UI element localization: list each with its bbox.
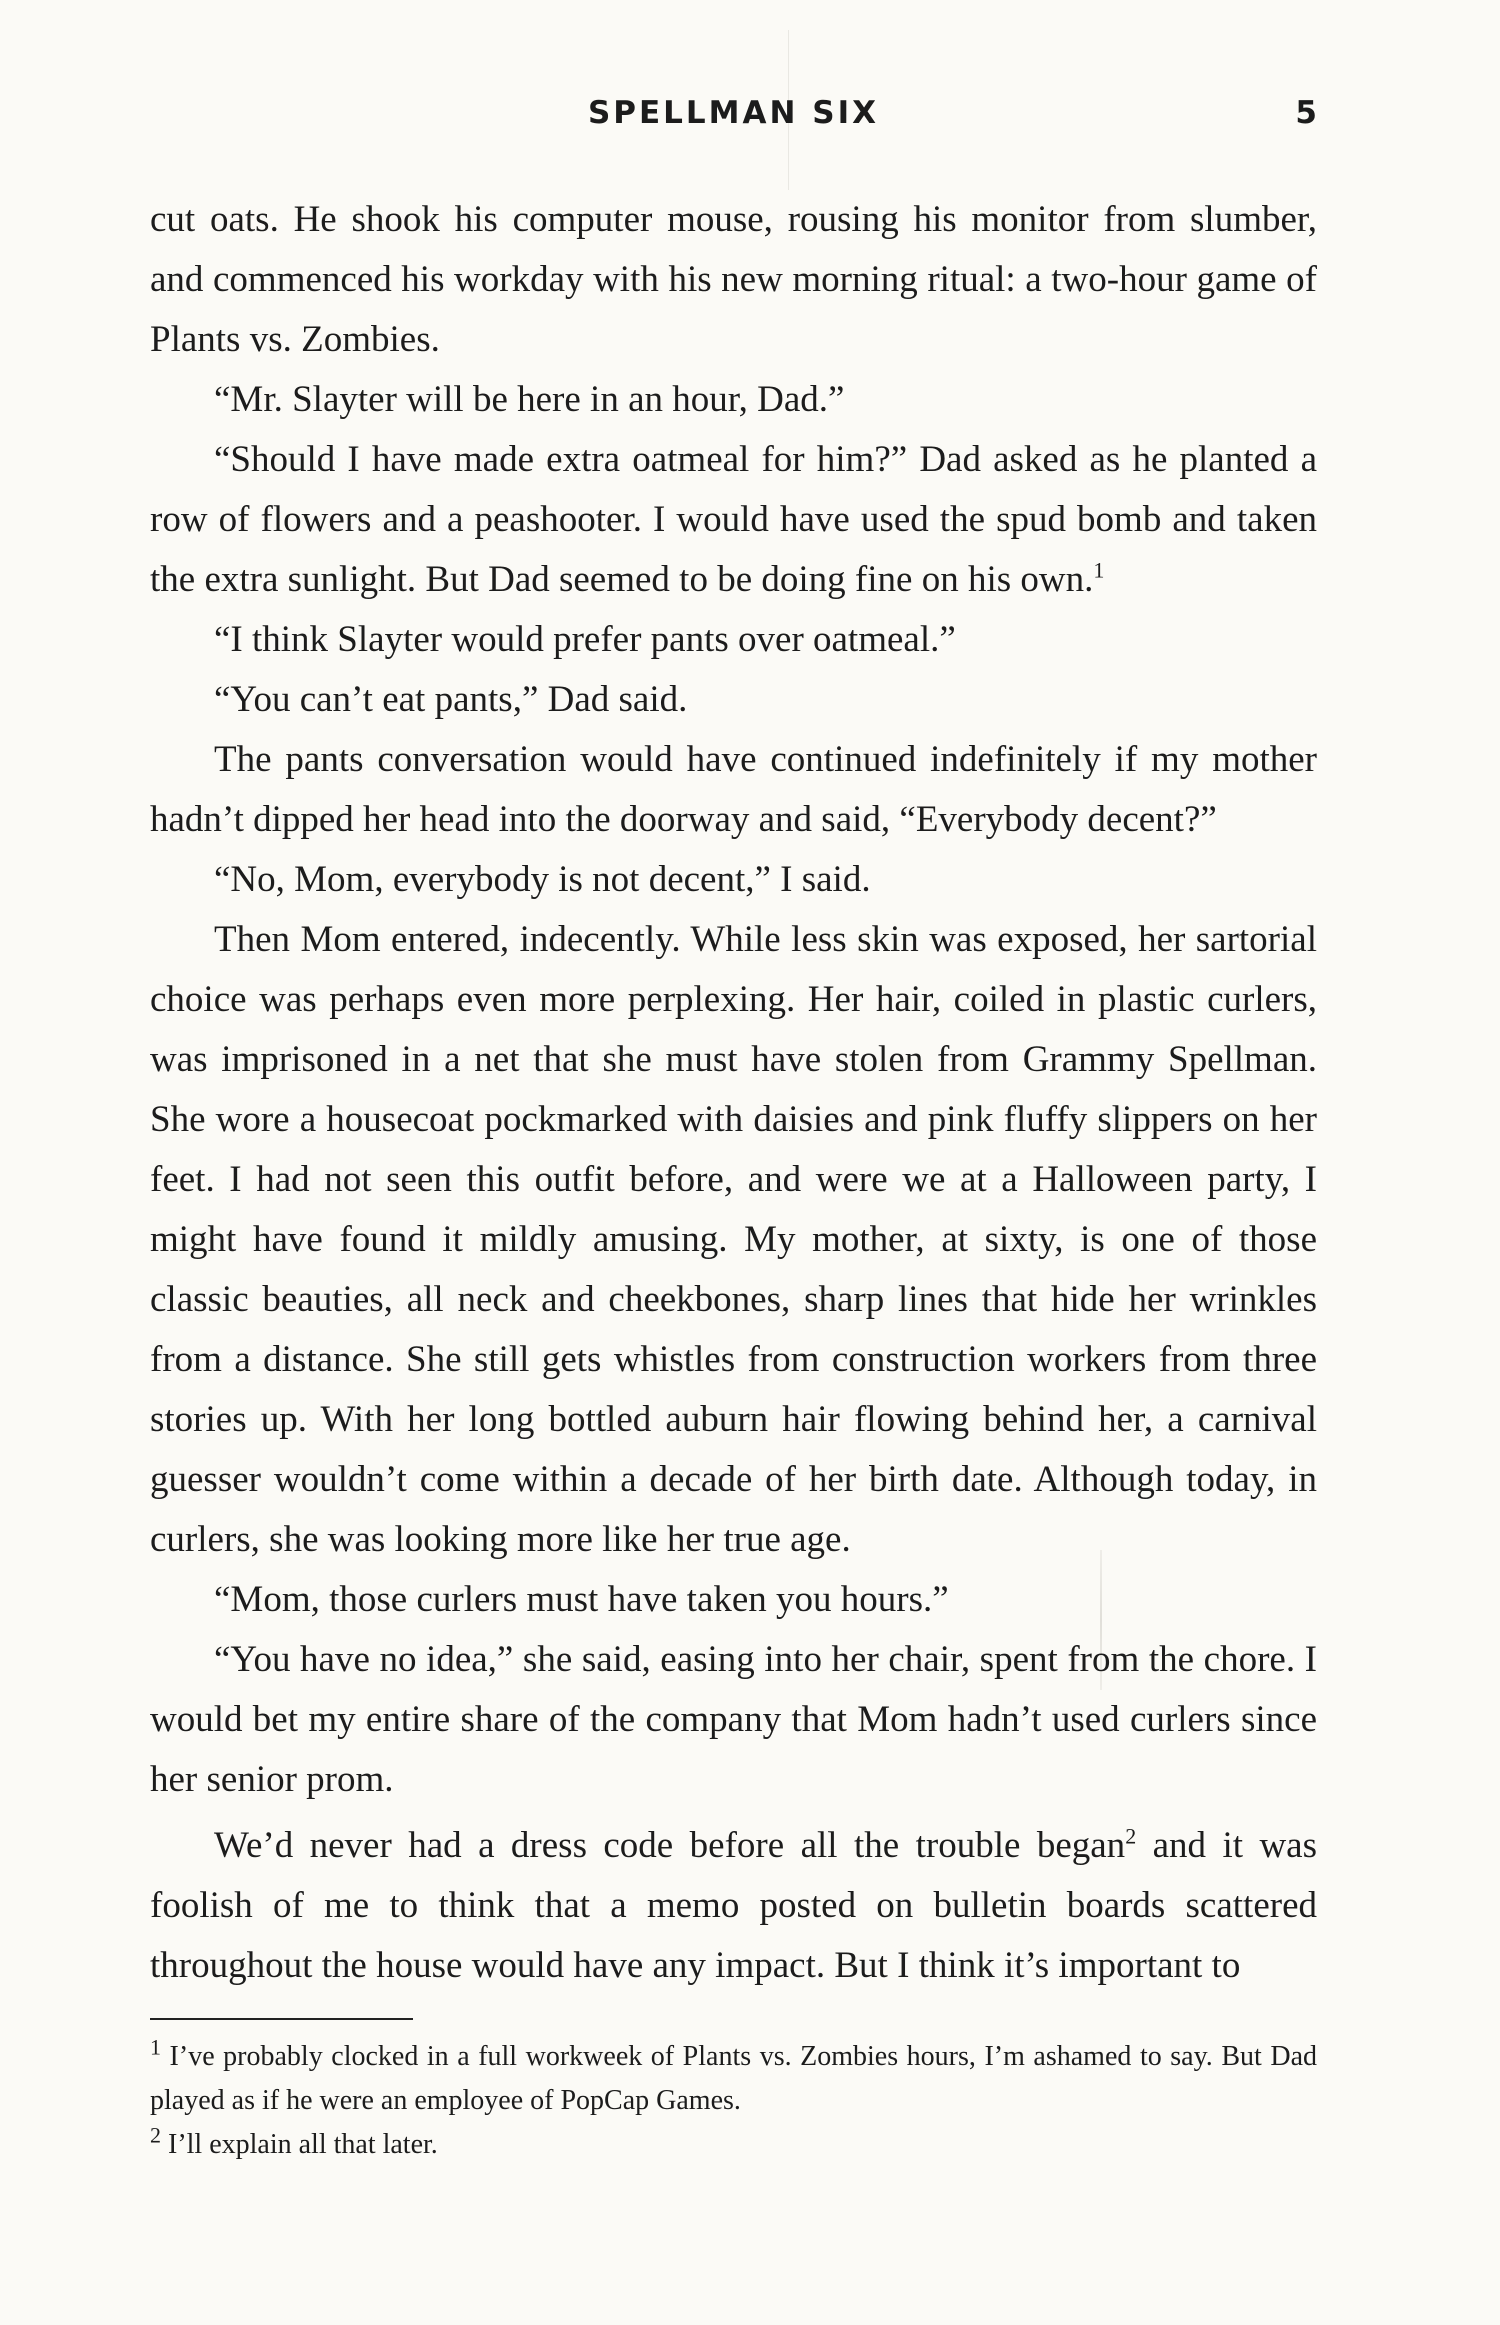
- footnotes: [150, 2035, 1317, 2167]
- body-text: [150, 190, 1317, 1996]
- footnote-text: I’ll explain all that later.: [161, 2129, 438, 2160]
- paragraph-text: “No, Mom, everybody is not decent,” I said.: [214, 859, 871, 900]
- paragraph-text: and it was foolish of me to think that a memo posted on bulletin boards scattered throughout the house would have any impact. But I think it’s important to: [150, 1825, 1317, 1986]
- paragraph-text: We’d never had a dress code before all the trouble began: [214, 1825, 1126, 1866]
- footnote-number: 2: [150, 2122, 161, 2148]
- paragraph: [150, 670, 1317, 730]
- paragraph-text: “I think Slayter would prefer pants over oatmeal.”: [214, 619, 956, 660]
- running-head: [150, 95, 1317, 145]
- footnote-marker: 2: [1125, 1823, 1137, 1849]
- paragraph-text: “You can’t eat pants,” Dad said.: [214, 679, 688, 720]
- paragraph-text: “You have no idea,” she said, easing into her chair, spent from the chore. I would bet my entire share of the company that Mom hadn’t used curlers since her senior prom.: [150, 1639, 1317, 1800]
- footnote-rule: [150, 2018, 413, 2020]
- paragraph: [150, 910, 1317, 1570]
- paragraph-text: “Should I have made extra oatmeal for him?” Dad asked as he planted a row of flowers and a peashooter. I would have used the spud bomb and taken the extra sunlight. But Dad seemed to be doing fine on his own.: [150, 439, 1317, 600]
- paragraph-text: Then Mom entered, indecently. While less skin was exposed, her sartorial choice was perhaps even more perplexing. Her hair, coiled in plastic curlers, was imprisoned in a net that she must have stolen from Grammy Spellman. She wore a housecoat pockmarked with daisies and pink fluffy slippers on her feet. I had not seen this outfit before, and were we at a Halloween party, I might have found it mildly amusing. My mother, at sixty, is one of those classic beauties, all neck and cheekbones, sharp lines that hide her wrinkles from a distance. She still gets whistles from construction workers from three stories up. With her long bottled auburn hair flowing behind her, a carnival guesser wouldn’t come within a decade of her birth date. Although today, in curlers, she was looking more like her true age.: [150, 919, 1317, 1560]
- footnote: [150, 2035, 1317, 2123]
- paragraph-text: The pants conversation would have continued indefinitely if my mother hadn’t dipped her head into the doorway and said, “Everybody decent?”: [150, 739, 1317, 840]
- paragraph: [150, 1816, 1317, 1996]
- footnote-number: 1: [150, 2034, 161, 2060]
- paragraph-text: “Mom, those curlers must have taken you hours.”: [214, 1579, 949, 1620]
- paragraph: [150, 610, 1317, 670]
- footnote-text: I’ve probably clocked in a full workweek of Plants vs. Zombies hours, I’m ashamed to say. But Dad played as if he were an employee of PopCap Games.: [150, 2041, 1317, 2116]
- footnote: [150, 2123, 1317, 2167]
- paragraph: [150, 850, 1317, 910]
- paragraph: [150, 430, 1317, 610]
- footnote-marker: 1: [1093, 557, 1105, 583]
- page-number: 5: [1295, 95, 1317, 131]
- paragraph: [150, 1570, 1317, 1630]
- paragraph: [150, 370, 1317, 430]
- paragraph: [150, 190, 1317, 370]
- paragraph: [150, 730, 1317, 850]
- paragraph: [150, 1630, 1317, 1810]
- paragraph-text: “Mr. Slayter will be here in an hour, Dad.”: [214, 379, 845, 420]
- running-title: SPELLMAN SIX: [587, 95, 880, 131]
- paragraph-text: cut oats. He shook his computer mouse, rousing his monitor from slumber, and commenced his workday with his new morning ritual: a two-hour game of Plants vs. Zombies.: [150, 199, 1317, 360]
